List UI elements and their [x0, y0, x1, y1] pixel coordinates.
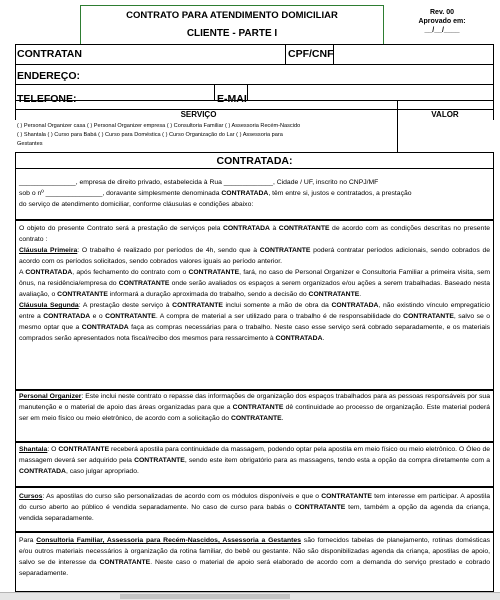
cp2-d: CONTRATANTE — [188, 269, 240, 276]
shantala-e: , sendo este item obrigatório para as massagens, tendo esta a opção da compra diretamente com a — [184, 457, 490, 464]
clausula-primeira-a: : O trabalho é realizado por períodos de 4h, sendo que à — [77, 247, 260, 254]
valor-divider — [397, 120, 398, 152]
personal-a: : Este inclui neste contrato o repasse das informações de organização dos espaços trabalhados para as pessoas responsáveis por sua manutenção e o material de apoio das áreas organizadas para que a — [19, 393, 490, 411]
revision-block — [388, 8, 496, 35]
clausula-primeira-b: CONTRATANTE — [259, 247, 311, 254]
contratada-title-rule — [15, 168, 494, 169]
endereco-field[interactable] — [80, 66, 490, 82]
horizontal-scrollbar[interactable] — [0, 592, 500, 600]
cpf-label: CPF/CNF — [288, 48, 334, 60]
approved-label: Aprovado em: — [418, 18, 466, 25]
consultoria-b: Consultoria Familiar, Assessoria para Recém-Nascidos, Assessoria a Gestantes — [36, 537, 301, 544]
contratada-line2-a: sob o nº _______________, doravante simplesmente denominada — [19, 190, 222, 197]
cs-b: CONTRATANTE — [172, 302, 223, 309]
clausulas-text — [19, 223, 490, 344]
clausula-segunda — [19, 300, 490, 344]
shantala-g: , caso julgar apropriado. — [65, 468, 139, 475]
cs-l: CONTRATADA — [81, 324, 129, 331]
objeto-b2: CONTRATANTE — [278, 225, 330, 232]
cs-g: e o — [90, 313, 106, 320]
personal-title: Personal Organizer — [19, 393, 82, 400]
endereco-label: ENDEREÇO: — [17, 70, 81, 82]
personal-d: CONTRATANTE — [230, 415, 282, 422]
objeto-end: de acordo com as condições descritas no presente contrato : — [19, 225, 490, 243]
shantala-f: CONTRATADA — [19, 468, 66, 475]
personal-c: dê continuidade ao processo de organização. Este material poderá ser em meio físico ou meio eletrônico, de acordo com a solicitação do — [19, 404, 490, 422]
cs-o: . — [322, 335, 325, 342]
shantala-b: CONTRATANTE — [58, 446, 110, 453]
servico-options-line3[interactable]: Gestantes — [17, 141, 43, 147]
consultoria-e: . Neste caso o material de apoio será elaborado de acordo com a demanda do serviço prestado e cobrado separadamente. — [19, 559, 491, 577]
shantala-title: Shantala — [19, 446, 48, 453]
cs-a: : A prestação deste serviço à — [78, 302, 173, 309]
cs-k: , salvo se o mesmo optar que a — [19, 313, 490, 331]
contratada-paragraph — [19, 177, 490, 210]
cursos-paragraph — [19, 491, 490, 524]
revision-label: Rev. 00 — [430, 9, 454, 16]
consultoria-a: Para — [19, 537, 37, 544]
servico-header: SERVIÇO — [180, 110, 217, 119]
cp2-i: informará a duração aproximada do trabalho, sendo a decisão do — [107, 291, 309, 298]
approved-date: __/__/____ — [424, 27, 460, 34]
objeto-b1: CONTRATADA — [222, 225, 270, 232]
clausula-primeira-title: Cláusula Primeira — [19, 247, 78, 254]
clausula-primeira-p2 — [19, 267, 490, 300]
clausula-segunda-title: Cláusula Segunda — [19, 302, 79, 309]
document-title: CONTRATO PARA ATENDIMENTO DOMICILIAR — [126, 10, 338, 21]
clausula-primeira-end: poderá contratar períodos adicionais, sendo cobrados de acordo com os períodos solicitados, sendo cobrados valores iguais ao período anterior. — [19, 247, 491, 265]
personal-e: . — [281, 415, 284, 422]
consultoria-d: CONTRATANTE — [99, 559, 151, 566]
cp2-f: CONTRATANTE — [118, 280, 170, 287]
contratada-line3: do serviço de atendimento domiciliar, conforme cláusulas e condições abaixo: — [19, 201, 254, 208]
cs-i: . A compra de material a ser utilizado para o trabalho é de responsabilidade do — [155, 313, 404, 320]
shantala-d: CONTRATANTE — [134, 457, 185, 464]
cpf-field[interactable] — [335, 46, 492, 62]
servico-options-line2[interactable]: ( ) Shantala ( ) Curso para Babá ( ) Curso para Doméstica ( ) Curso Organização do Lar ( ) Assessoria para — [17, 132, 283, 138]
contratada-line2 — [19, 188, 490, 199]
cursos-c: tem interesse em participar. A apostila do curso aberto ao público é vendida separadamente. No caso de curso para babás o — [19, 493, 490, 511]
objeto-paragraph — [19, 223, 490, 245]
shantala-paragraph — [19, 444, 490, 477]
cursos-a: : As apostilas do curso são personalizadas de acordo com os módulos disponíveis e que o — [42, 493, 322, 500]
servico-options-line1[interactable]: ( ) Personal Organizer casa ( ) Personal Organizer empresa ( ) Consultoria Familiar ( ) Assessoria Recém-Nascido — [17, 123, 301, 129]
cs-j: CONTRATANTE — [403, 313, 454, 320]
cp2-g: onde serão avaliados os espaços a serem organizados e/ou ações a serem trabalhadas. Baseado nesta avaliação, o — [19, 280, 490, 298]
consultoria-c: são fornecidos tabelas de planejamento, rotinas domésticas e/ou outros materiais necessários à organização da rotina familiar, do bebê ou gestante. Não são disponibilizadas agenda da criança, apostilas de apoio, salvo se de interesse da — [19, 537, 490, 566]
document-title-box — [80, 5, 384, 45]
cursos-b: CONTRATANTE — [321, 493, 372, 500]
shantala-a: : O — [47, 446, 59, 453]
scrollbar-thumb[interactable] — [120, 594, 290, 599]
cp2-k: . — [359, 291, 362, 298]
contratada-line2-bold: CONTRATADA — [221, 190, 269, 197]
email-field[interactable] — [250, 89, 490, 103]
objeto-a: O objeto do presente Contrato será a prestação de serviços pela — [19, 225, 223, 232]
contratante-field[interactable] — [80, 46, 285, 62]
shantala-c: receberá apostila para continuidade da massagem, podendo optar pela apostila em meio físico ou meio eletrônico. O Óleo de massagem deverá ser adquirido pela — [19, 446, 490, 464]
cs-h: CONTRATANTE — [105, 313, 156, 320]
objeto-mid: à — [269, 225, 279, 232]
document-subtitle: CLIENTE - PARTE I — [186, 28, 278, 39]
cs-d: CONTRATADA — [331, 302, 379, 309]
cs-f: CONTRATADA — [43, 313, 91, 320]
cs-n: CONTRATADA — [275, 335, 323, 342]
cp2-e: , fará, no caso de Personal Organizer e Consultoria Familiar a primeira visita, sem ônus, na residência/empresa do — [19, 269, 490, 287]
servico-options — [17, 122, 382, 149]
contratante-label: CONTRATAN — [17, 48, 82, 60]
cs-c: inclui somente a mão de obra da — [222, 302, 332, 309]
cp2-a: A — [19, 269, 26, 276]
cs-m: faça as compras necessárias para o trabalho. Neste caso esse serviço será cobrado separadamente, e os materiais comprados serão apresentados nota fiscal/recibo dos mesmos para ressarcimento à — [19, 324, 491, 342]
cursos-d: CONTRATANTE — [294, 504, 346, 511]
cp2-b: CONTRATADA — [25, 269, 73, 276]
personal-b: CONTRATANTE — [232, 404, 284, 411]
cs-e: , não existindo vínculo empregatício entre a — [19, 302, 490, 320]
cp2-j: CONTRATANTE — [308, 291, 360, 298]
contratada-line2-end: , têm entre si, justos e contratados, a prestação — [268, 190, 412, 197]
cp2-h: CONTRATANTE — [57, 291, 108, 298]
personal-paragraph — [19, 391, 490, 424]
cp2-c: , após fechamento do contrato com o — [72, 269, 189, 276]
telefone-label: TELEFONE: — [17, 93, 77, 105]
telefone-field[interactable] — [80, 89, 210, 103]
contratada-title: CONTRATADA: — [216, 155, 293, 167]
cursos-e: tem, também a opção da agenda da criança, vendida separadamente. — [19, 504, 490, 522]
email-label: E-MAI — [217, 93, 247, 105]
valor-header: VALOR — [431, 110, 459, 119]
consultoria-paragraph — [19, 535, 490, 579]
contratada-line1: _______________, empresa de direito privado, estabelecida à Rua _____________, Cidade / UF, inscrito no CNPJ/MF — [19, 179, 379, 186]
clausula-primeira — [19, 245, 490, 267]
cursos-title: Cursos — [19, 493, 43, 500]
